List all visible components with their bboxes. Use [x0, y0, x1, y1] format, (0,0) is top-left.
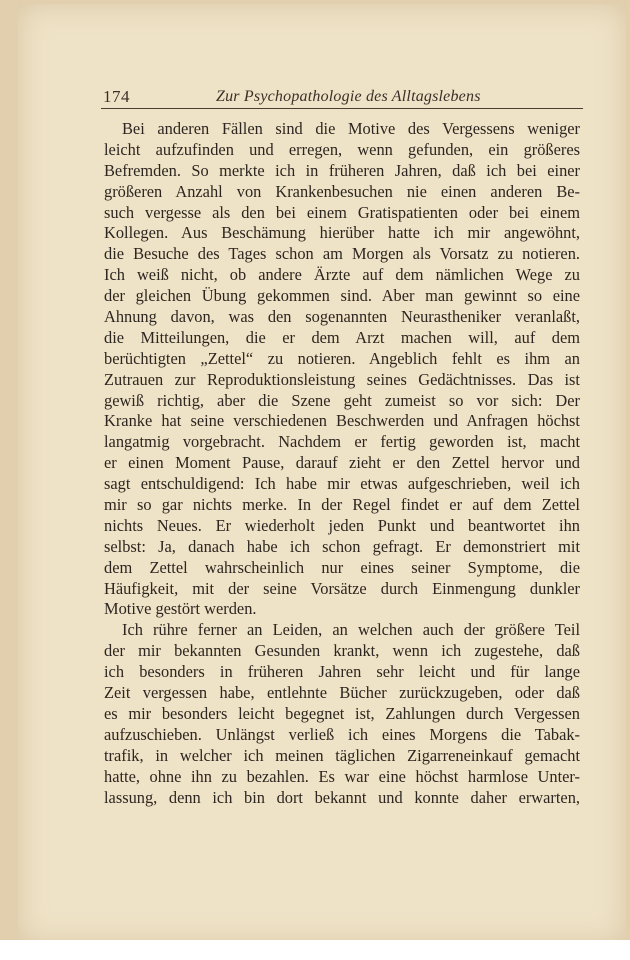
text-line: der mir bekannten Gesunden krankt, wenn ich zugestehe, daß [104, 641, 580, 661]
text-line: Ich weiß nicht, ob andere Ärzte auf dem nämlichen Wege zu [104, 265, 580, 285]
text-line: es mir besonders leicht begegnet ist, Zahlungen durch Vergessen [104, 703, 580, 723]
text-line: trafik, in welcher ich meinen täglichen Zigarreneinkauf gemacht [104, 745, 580, 765]
header-rule [101, 108, 583, 109]
text-line: berüchtigten „Zettel“ zu notieren. Angeblich fehlt es ihm an [104, 348, 580, 368]
text-line: gewiß richtig, aber die Szene geht zumeist so vor sich: Der [104, 390, 580, 410]
text-line: Befremden. So merkte ich in früheren Jahren, daß ich bei einer [104, 160, 580, 180]
running-title: Zur Psychopathologie des Alltagslebens [216, 88, 481, 105]
text-line: dem Zettel wahrscheinlich nur eines seiner Symptome, die [104, 557, 580, 577]
text-line: mir so gar nichts merke. In der Regel findet er auf dem Zettel [104, 495, 580, 515]
text-line: lassung, denn ich bin dort bekannt und konnte daher erwarten, [104, 787, 580, 807]
text-line: Motive gestört werden. [104, 599, 257, 619]
text-line: größeren Anzahl von Krankenbesuchen nie einen anderen Be- [104, 181, 580, 201]
text-line: er einen Moment Pause, darauf zieht er den Zettel hervor und [104, 453, 580, 473]
text-line: ich besonders in früheren Jahren sehr leicht und für lange [104, 662, 580, 682]
text-line: Zutrauen zur Reproduktionsleistung seines Gedächtnisses. Das ist [104, 369, 580, 389]
text-line: nichts Neues. Er wiederholt jeden Punkt und beantwortet ihn [104, 515, 580, 535]
text-line: sagt entschuldigend: Ich habe mir etwas aufgeschrieben, weil ich [104, 474, 580, 494]
text-line: Kollegen. Aus Beschämung hierüber hatte ich mir angewöhnt, [104, 223, 580, 243]
body-text [104, 119, 580, 808]
text-line: Kranke hat seine verschiedenen Beschwerden und Anfragen höchst [104, 411, 580, 431]
text-line: Zeit vergessen habe, entlehnte Bücher zurückzugeben, oder daß [104, 683, 580, 703]
scan-border [0, 940, 630, 960]
text-line: hatte, ohne ihn zu bezahlen. Es war eine höchst harmlose Unter- [104, 766, 580, 786]
text-line: langatmig vorgebracht. Nachdem er fertig geworden ist, macht [104, 432, 580, 452]
text-line: aufzuschieben. Unlängst verließ ich eines Morgens die Tabak- [104, 724, 580, 744]
text-line: selbst: Ja, danach habe ich schon gefragt. Er demonstriert mit [104, 536, 580, 556]
text-line: der gleichen Übung gekommen sind. Aber man gewinnt so eine [104, 286, 580, 306]
text-line: leicht aufzufinden und erregen, wenn gefunden, ein größeres [104, 139, 580, 159]
page-number: 174 [103, 87, 130, 106]
text-line: Bei anderen Fällen sind die Motive des Vergessens weniger [122, 119, 580, 138]
text-line: Ich rühre ferner an Leiden, an welchen auch der größere Teil [122, 620, 580, 640]
text-line: die Mitteilungen, die er dem Arzt machen will, auf dem [104, 327, 580, 347]
text-line: such vergesse als den bei einem Gratispatienten oder bei einem [104, 202, 580, 222]
text-line: die Besuche des Tages schon am Morgen als Vorsatz zu notieren. [104, 244, 580, 264]
text-line: Ahnung davon, was den sogenannten Neurastheniker veranlaßt, [104, 307, 580, 327]
text-line: Häufigkeit, mit der seine Vorsätze durch Einmengung dunkler [104, 578, 580, 598]
